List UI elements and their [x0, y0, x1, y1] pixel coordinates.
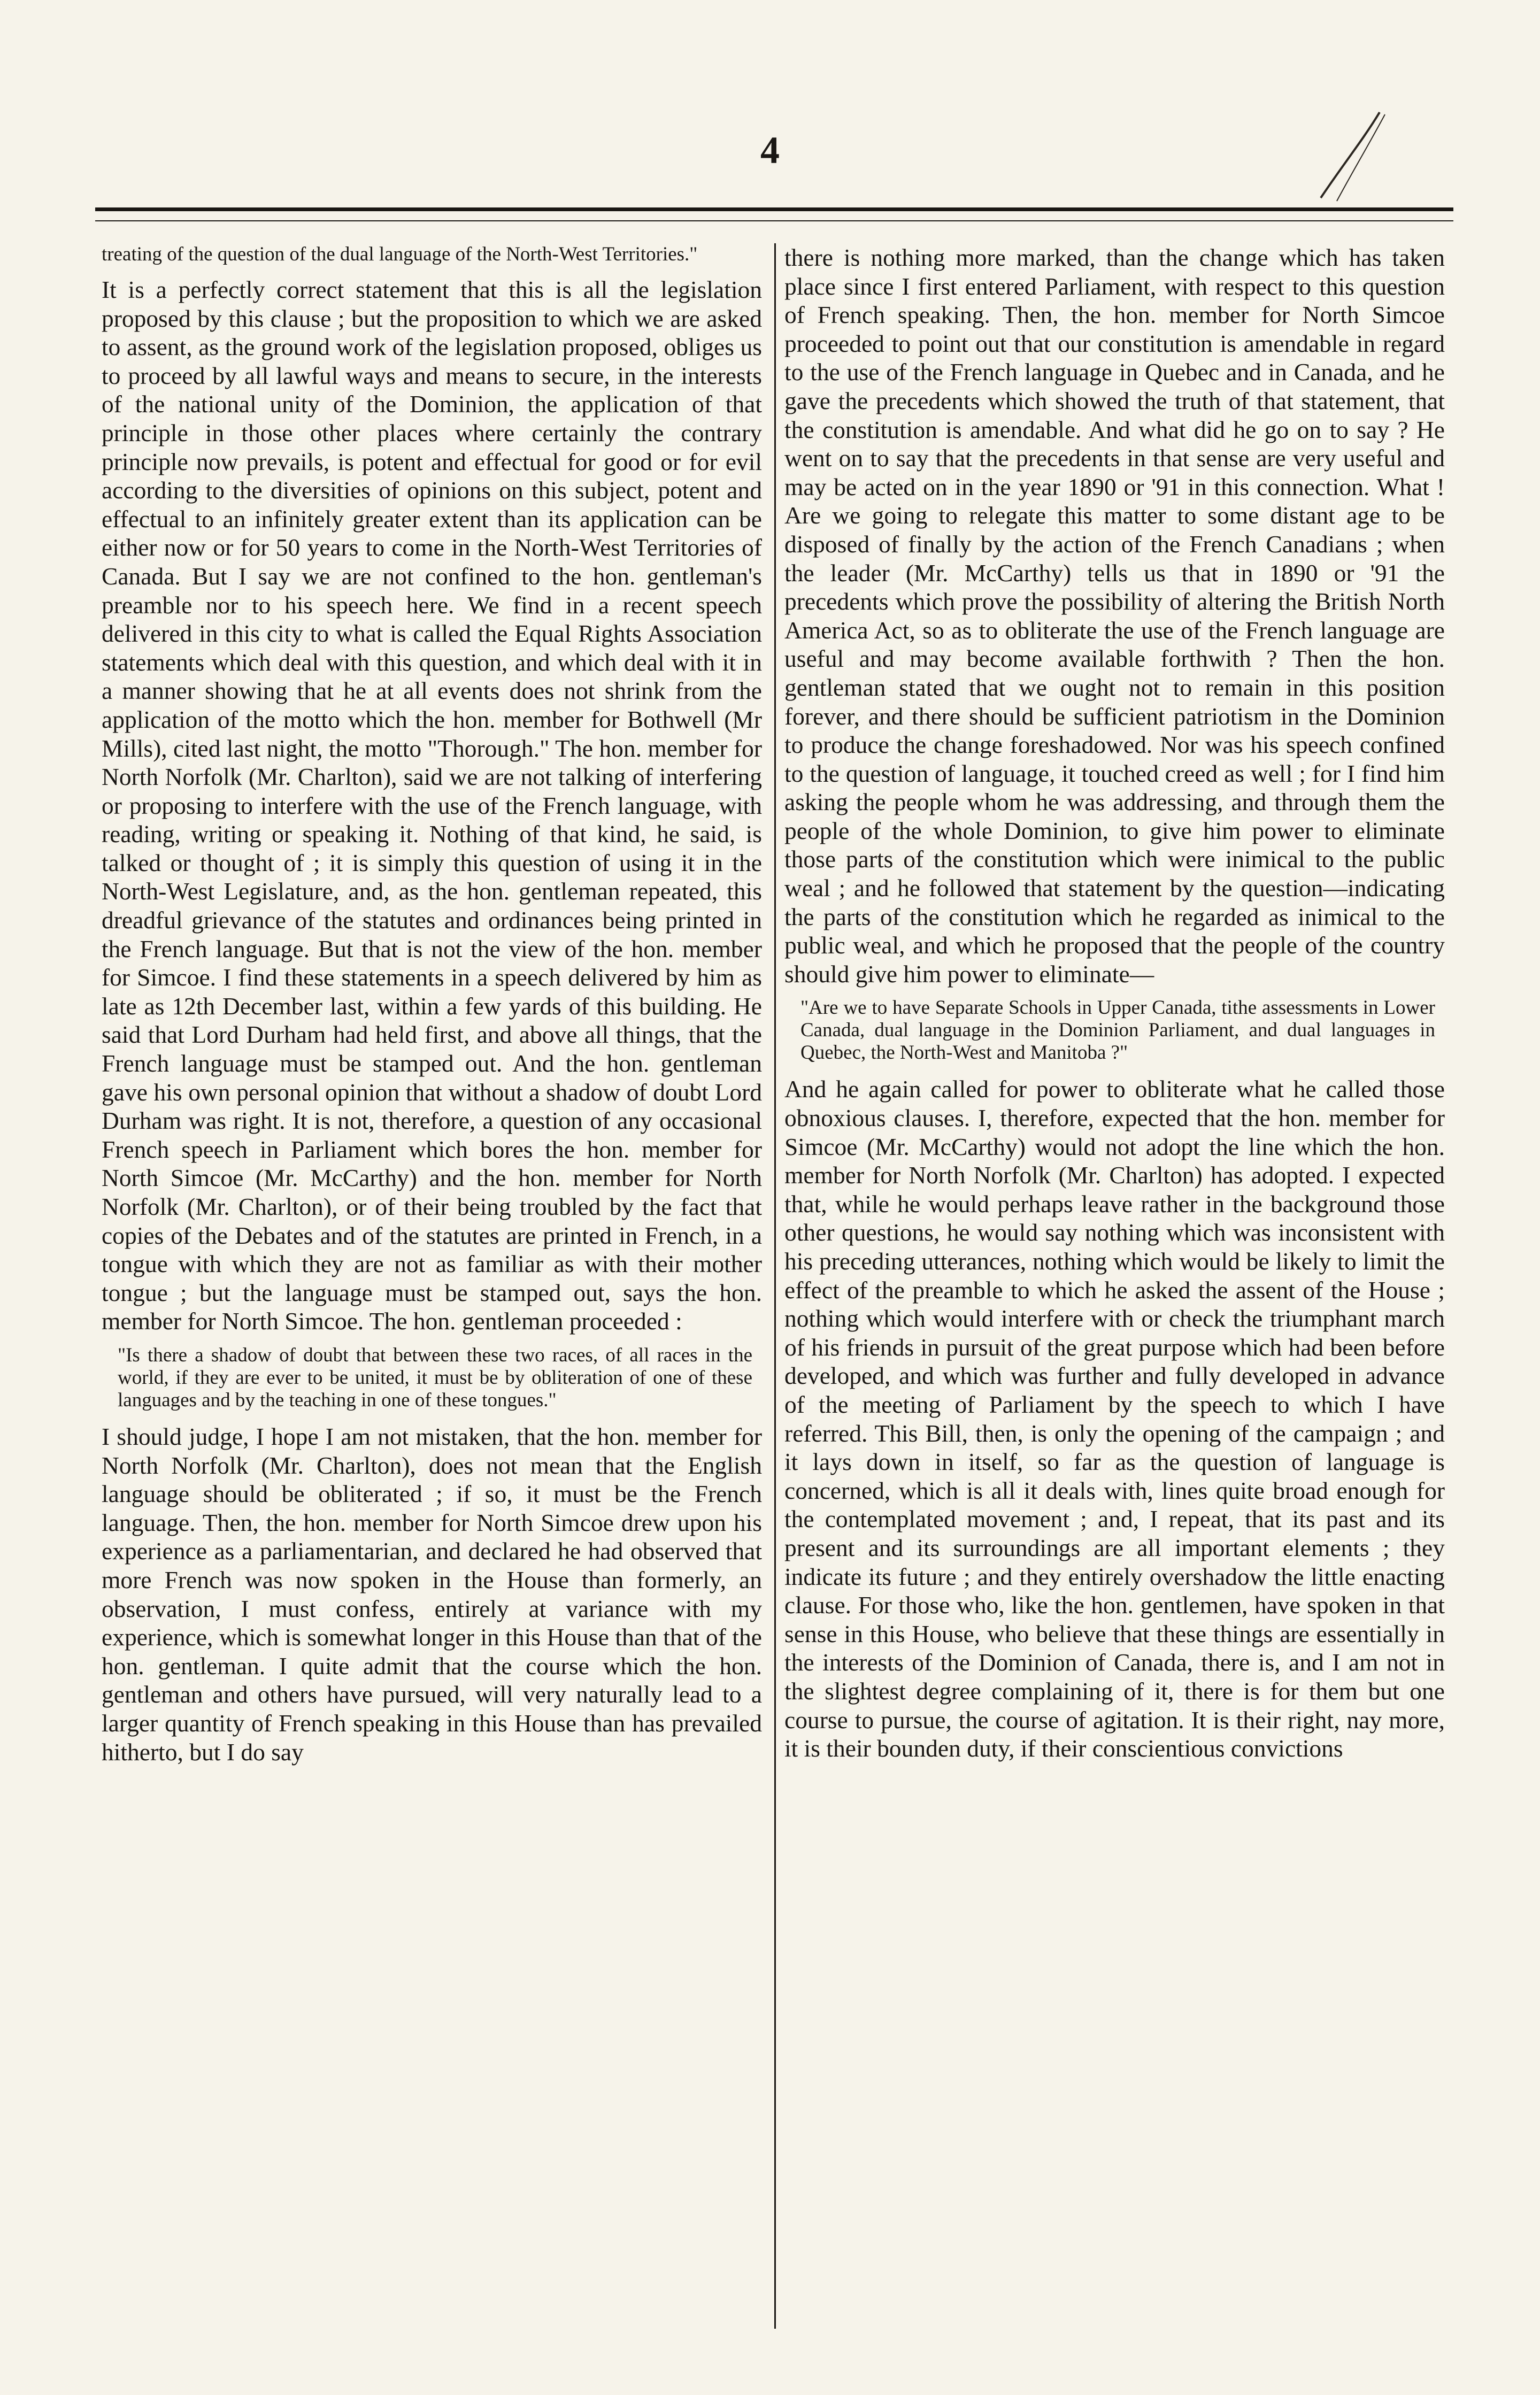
left-paragraph-2: I should judge, I hope I am not mistaken, that the hon. member for North Norfolk (Mr. Charlton), does not mean that the English language should be obliterated ; if so, it must be the French language. Then, the hon. member for North Simcoe drew upon his experience as a parliamentarian, and declared he had observed that more French was now spoken in the House than formerly, an observation, I must confess, entirely at variance with my experience, which is somewhat longer in this House than that of the hon. gentleman. I quite admit that the course which the hon. gentleman and others have pursued, will very naturally lead to a larger quantity of French speaking in this House than has prevailed hitherto, but I do say [102, 1422, 762, 1766]
right-paragraph-1: there is nothing more marked, than the change which has taken place since I first entered Parliament, with respect to this question of French speaking. Then, the hon. member for North Simcoe proceeded to point out that our constitution is amendable in regard to the use of the French language in Quebec and in Canada, and he gave the precedents which showed the truth of that statement, that the constitution is amendable. And what did he go on to say ? He went on to say that the precedents in that sense are very useful and may be acted on in the year 1890 or '91 in this connection. What ! Are we going to relegate this matter to some distant age to be disposed of finally by the action of the French Canadians ; when the leader (Mr. McCarthy) tells us that in 1890 or '91 the precedents which prove the possibility of altering the British North America Act, so as to obliterate the use of the French language are useful and may become available forthwith ? Then the hon. gentleman stated that we ought not to remain in this position forever, and there should be sufficient patriotism in the Dominion to produce the change foreshadowed. Nor was his speech confined to the question of language, it touched creed as well ; for I find him asking the people whom he was addressing, and through them the people of the whole Dominion, to give him power to eliminate those parts of the constitution which were inimical to the public weal ; and he followed that statement by the question—indicating the parts of the constitution which he regarded as inimical to the public weal, and which he proposed that the people of the country should give him power to eliminate— [784, 244, 1445, 988]
left-column [102, 243, 762, 1774]
header-rule-thick [95, 207, 1453, 211]
header-rule-thin [95, 220, 1453, 221]
left-continuation: treating of the question of the dual language of the North-West Territories." [102, 243, 698, 265]
margin-pen-mark [1305, 107, 1390, 203]
right-column [784, 243, 1445, 1770]
right-paragraph-2: And he again called for power to obliterate what he called those obnoxious clauses. I, therefore, expected that the hon. member for Simcoe (Mr. McCarthy) would not adopt the line which the hon. member for North Norfolk (Mr. Charlton) has adopted. I expected that, while he would perhaps leave rather in the background those other questions, he would say nothing which was inconsistent with his preceding utterances, nothing which would be likely to limit the effect of the preamble to which he asked the assent of the House ; nothing which would interfere with or check the triumphant march of his friends in pursuit of the great purpose which had been before developed, and which was further and fully developed in advance of the meeting of Parliament by the speech to which I have referred. This Bill, then, is only the opening of the campaign ; and it lays down in itself, so far as the question of language is concerned, which is all it deals with, lines quite broad enough for the contemplated movement ; and, I repeat, that its past and its present and its surroundings are all important elements ; they indicate its future ; and they entirely overshadow the little enacting clause. For those who, like the hon. gentlemen, have spoken in that sense in this House, who believe that these things are essentially in the interests of the Dominion of Canada, there is, and I am not in the slightest degree complaining of it, there is for them but one course to pursue, the course of agitation. It is their right, nay more, it is their bounden duty, if their conscientious convictions [784, 1075, 1445, 1762]
column-divider [774, 243, 776, 2329]
left-paragraph-1: It is a perfectly correct statement that this is all the legislation proposed by this clause ; but the proposition to which we are asked to assent, as the ground work of the legislation proposed, obliges us to proceed by all lawful ways and means to secure, in the interests of the national unity of the Dominion, the application of that principle in those other places where certainly the contrary principle now prevails, is potent and effectual for good or for evil according to the diversities of opinions on this subject, potent and effectual to an infinitely greater extent than its application can be either now or for 50 years to come in the North-West Territories of Canada. But I say we are not confined to the hon. gentleman's preamble nor to his speech here. We find in a recent speech delivered in this city to what is called the Equal Rights Association statements which deal with this question, and which deal with it in a manner showing that he at all events does not shrink from the application of the motto which the hon. member for Bothwell (Mr Mills), cited last night, the motto "Thorough." The hon. member for North Norfolk (Mr. Charlton), said we are not talking of interfering or proposing to interfere with the use of the French language, with reading, writing or speaking it. Nothing of that kind, he said, is talked or thought of ; it is simply this question of using it in the North-West Legislature, and, as the hon. gentleman repeated, this dreadful grievance of the statutes and ordinances being printed in the French language. But that is not the view of the hon. member for Simcoe. I find these statements in a speech delivered by him as late as 12th December last, within a few yards of this building. He said that Lord Durham had held first, and above all things, that the French language must be stamped out. And the hon. gentleman gave his own personal opinion that without a shadow of doubt Lord Durham was right. It is not, therefore, a question of any occasional French speech in Parliament which bores the hon. member for North Simcoe (Mr. McCarthy) and the hon. member for North Norfolk (Mr. Charlton), or of their being troubled by the fact that copies of the Debates and of the statutes are printed in French, in a tongue with which they are not as familiar as with their mother tongue ; but the language must be stamped out, says the hon. member for North Simcoe. The hon. gentleman proceeded : [102, 276, 762, 1335]
left-quote-1: "Is there a shadow of doubt that between these two races, of all races in the world, if they are ever to be united, it must be by obliteration of one of these languages and by the teaching in one of these tongues." [118, 1344, 752, 1411]
page-number: 4 [760, 129, 780, 172]
right-quote-1: "Are we to have Separate Schools in Upper Canada, tithe assessments in Lower Canada, dual language in the Dominion Parliament, and dual languages in Quebec, the North-West and Manitoba ?" [800, 997, 1435, 1064]
